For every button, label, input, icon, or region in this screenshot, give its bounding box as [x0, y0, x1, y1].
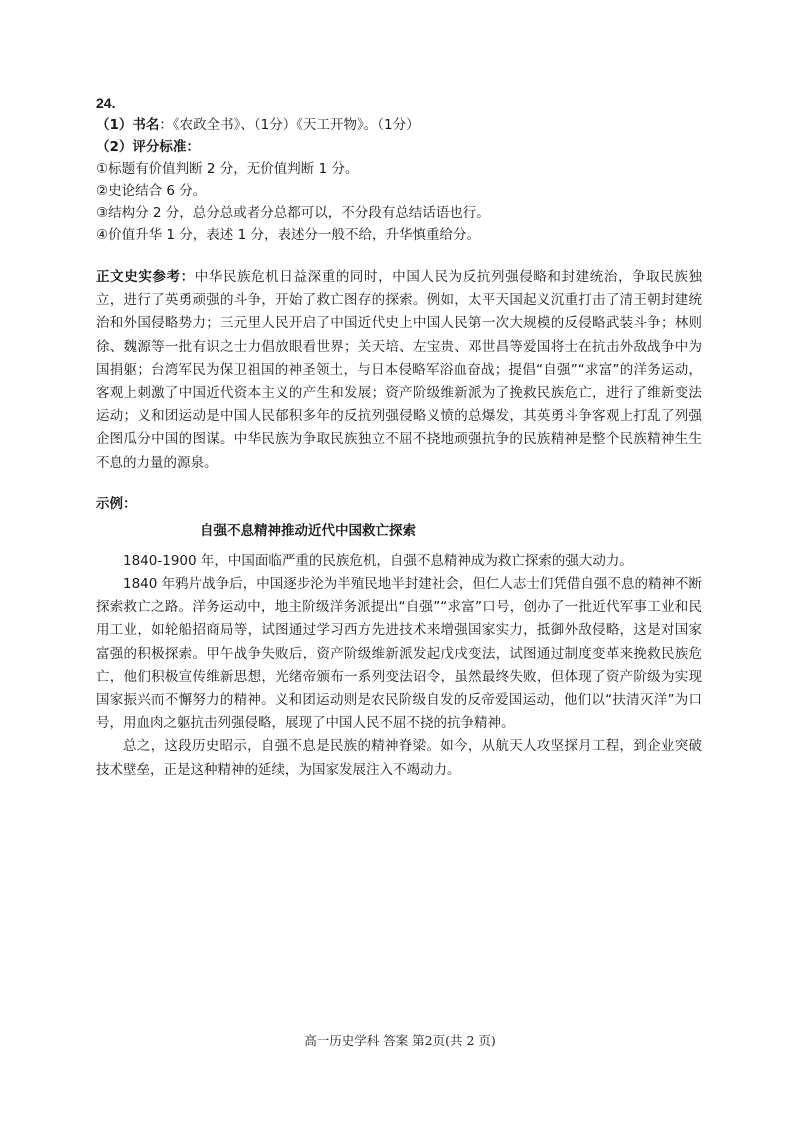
question-number: 24. — [96, 95, 116, 111]
reference-label: 正文史实参考： — [96, 269, 195, 285]
criterion-1: ①标题有价值判断 2 分，无价值判断 1 分。 — [96, 161, 359, 177]
part2-label: 评分标准 — [132, 139, 187, 155]
part2-text: ： — [186, 139, 200, 155]
essay-paragraph-3: 总之，这段历史昭示，自强不息是民族的精神脊梁。如今，从航天人攻坚探月工程，到企业突破技术壁垒，正是这种精神的延续，为国家发展注入不竭动力。 — [96, 738, 702, 778]
part2-line — [96, 136, 702, 158]
answer-page — [96, 92, 702, 782]
example-label: 示例： — [96, 495, 137, 512]
part1-line — [96, 114, 702, 136]
part1-text: ：《农政全书》、（1分）《天工开物》。（1分） — [159, 117, 420, 133]
criterion-4: ④价值升华 1 分，表述 1 分，表述分一般不给，升华慎重给分。 — [96, 227, 480, 243]
page-footer: 高一历史学科 答案 第2页(共 2 页) — [304, 1033, 496, 1048]
essay-paragraph-2: 1840 年鸦片战争后，中国逐步沦为半殖民地半封建社会，但仁人志士们凭借自强不息的精神不断探索救亡之路。洋务运动中，地主阶级洋务派提出“自强”“求富”口号，创办了一批近代军事工业和民用工业，如轮船招商局等，试图通过学习西方先进技术来增强国家实力，抵御外敌侵略，这是对国家富强的积极探索。甲午战争失败后，资产阶级维新派发起戊戌变法，试图通过制度变革来挽救民族危亡，他们积极宣传维新思想，光绪帝颁布一系列变法诏令，虽然最终失败，但体现了资产阶级为实现国家振兴而不懈努力的精神。义和团运动则是农民阶级自发的反帝爱国运动，他们以“扶清灭洋”为口号，用血肉之躯抗击列强侵略，展现了中国人民不屈不挠的抗争精神。 — [96, 576, 702, 732]
section-gap — [96, 475, 702, 493]
criterion-3: ③结构分 2 分，总分总或者分总都可以，不分段有总结话语也行。 — [96, 205, 490, 221]
criterion-2: ②史论结合 6 分。 — [96, 183, 207, 199]
reference-paragraph — [96, 266, 702, 475]
part2-prefix: （2） — [96, 139, 133, 155]
essay-paragraph-1: 1840-1900 年，中国面临严重的民族危机，自强不息精神成为救亡探索的强大动力。 — [123, 552, 633, 569]
reference-text: 中华民族危机日益深重的同时，中国人民为反抗列强侵略和封建统治，争取民族独立，进行了英勇顽强的斗争，开始了救亡图存的探索。例如，太平天国起义沉重打击了清王朝封建统治和外国侵略势力；三元里人民开启了中国近代史上中国人民第一次大规模的反侵略武装斗争；林则徐、魏源等一批有识之士力倡放眼看世界；关天培、左宝贵、邓世昌等爱国将士在抗击外敌战争中为国捐躯；台湾军民为保卫祖国的神圣领土，与日本侵略军浴血奋战；提倡“自强”“求富”的洋务运动，客观上刺激了中国近代资本主义的产生和发展；资产阶级维新派为了挽救民族危亡，进行了维新变法运动；义和团运动是中国人民郁积多年的反抗列强侵略义愤的总爆发，其英勇斗争客观上打乱了列强企图瓜分中国的图谋。中华民族为争取民族独立不屈不挠地顽强抗争的民族精神是整个民族精神生生不息的力量的源泉。 — [96, 269, 702, 471]
part1-label: 书名 — [132, 117, 160, 133]
essay-title: 自强不息精神推动近代中国救亡探索 — [200, 522, 416, 539]
section-gap — [96, 246, 702, 266]
part1-prefix: （1） — [96, 117, 133, 133]
